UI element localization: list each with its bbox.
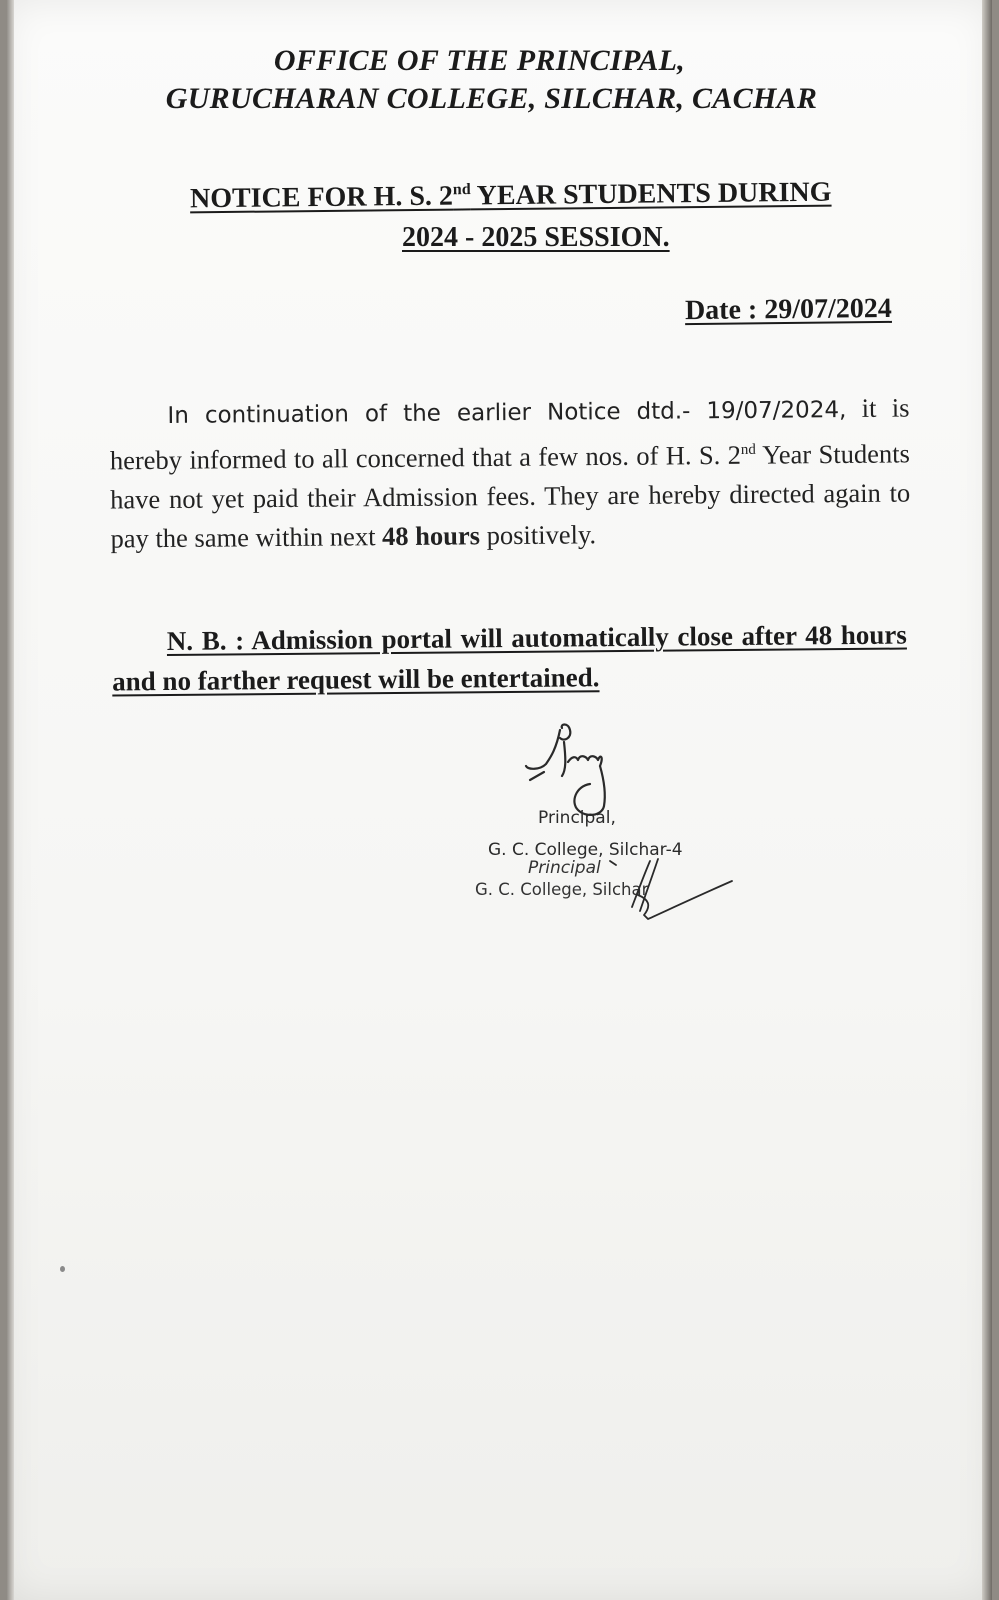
notice-body-sup: nd	[740, 441, 756, 458]
notice-heading-part1: NOTICE FOR H. S. 2	[189, 180, 454, 215]
signature-title: Principal,	[538, 808, 616, 828]
notice-body-part2: it is hereby informed to all concerned that a few nos. of H. S. 2	[109, 392, 910, 476]
paper-speck	[60, 1266, 65, 1272]
notice-body-part4: positively.	[479, 519, 597, 551]
office-title: OFFICE OF THE PRINCIPAL,	[273, 44, 686, 77]
paper-shadow-left	[6, 0, 14, 1600]
notice-body-deadline: 48 hours	[381, 520, 481, 551]
signature-college: G. C. College, Silchar-4	[488, 840, 683, 860]
notice-heading-part2: YEAR STUDENTS DURING	[470, 176, 832, 212]
notice-heading	[190, 177, 832, 216]
college-name: GURUCHARAN COLLEGE, SILCHAR, CACHAR	[165, 82, 818, 115]
notice-body	[109, 389, 910, 559]
nb-note: N. B. : Admission portal will automatically close after 48 hours and no farther request will be entertained.	[112, 619, 907, 697]
notice-session: 2024 - 2025 SESSION.	[402, 222, 670, 253]
notice-body-part1: In continuation of the earlier Notice dtd.- 19/07/2024,	[167, 397, 847, 429]
notice-body-part3: Year Students have not yet paid their Admission fees. They are hereby directed again to pay the same within next	[110, 438, 911, 554]
stamp-college: G. C. College, Silchar	[475, 880, 649, 899]
initials-signature	[600, 855, 740, 935]
notice-heading-sup: nd	[452, 181, 471, 199]
paper-shadow-right	[982, 0, 992, 1600]
notice-date: Date : 29/07/2024	[684, 292, 893, 327]
stamp-title: Principal	[528, 858, 601, 878]
